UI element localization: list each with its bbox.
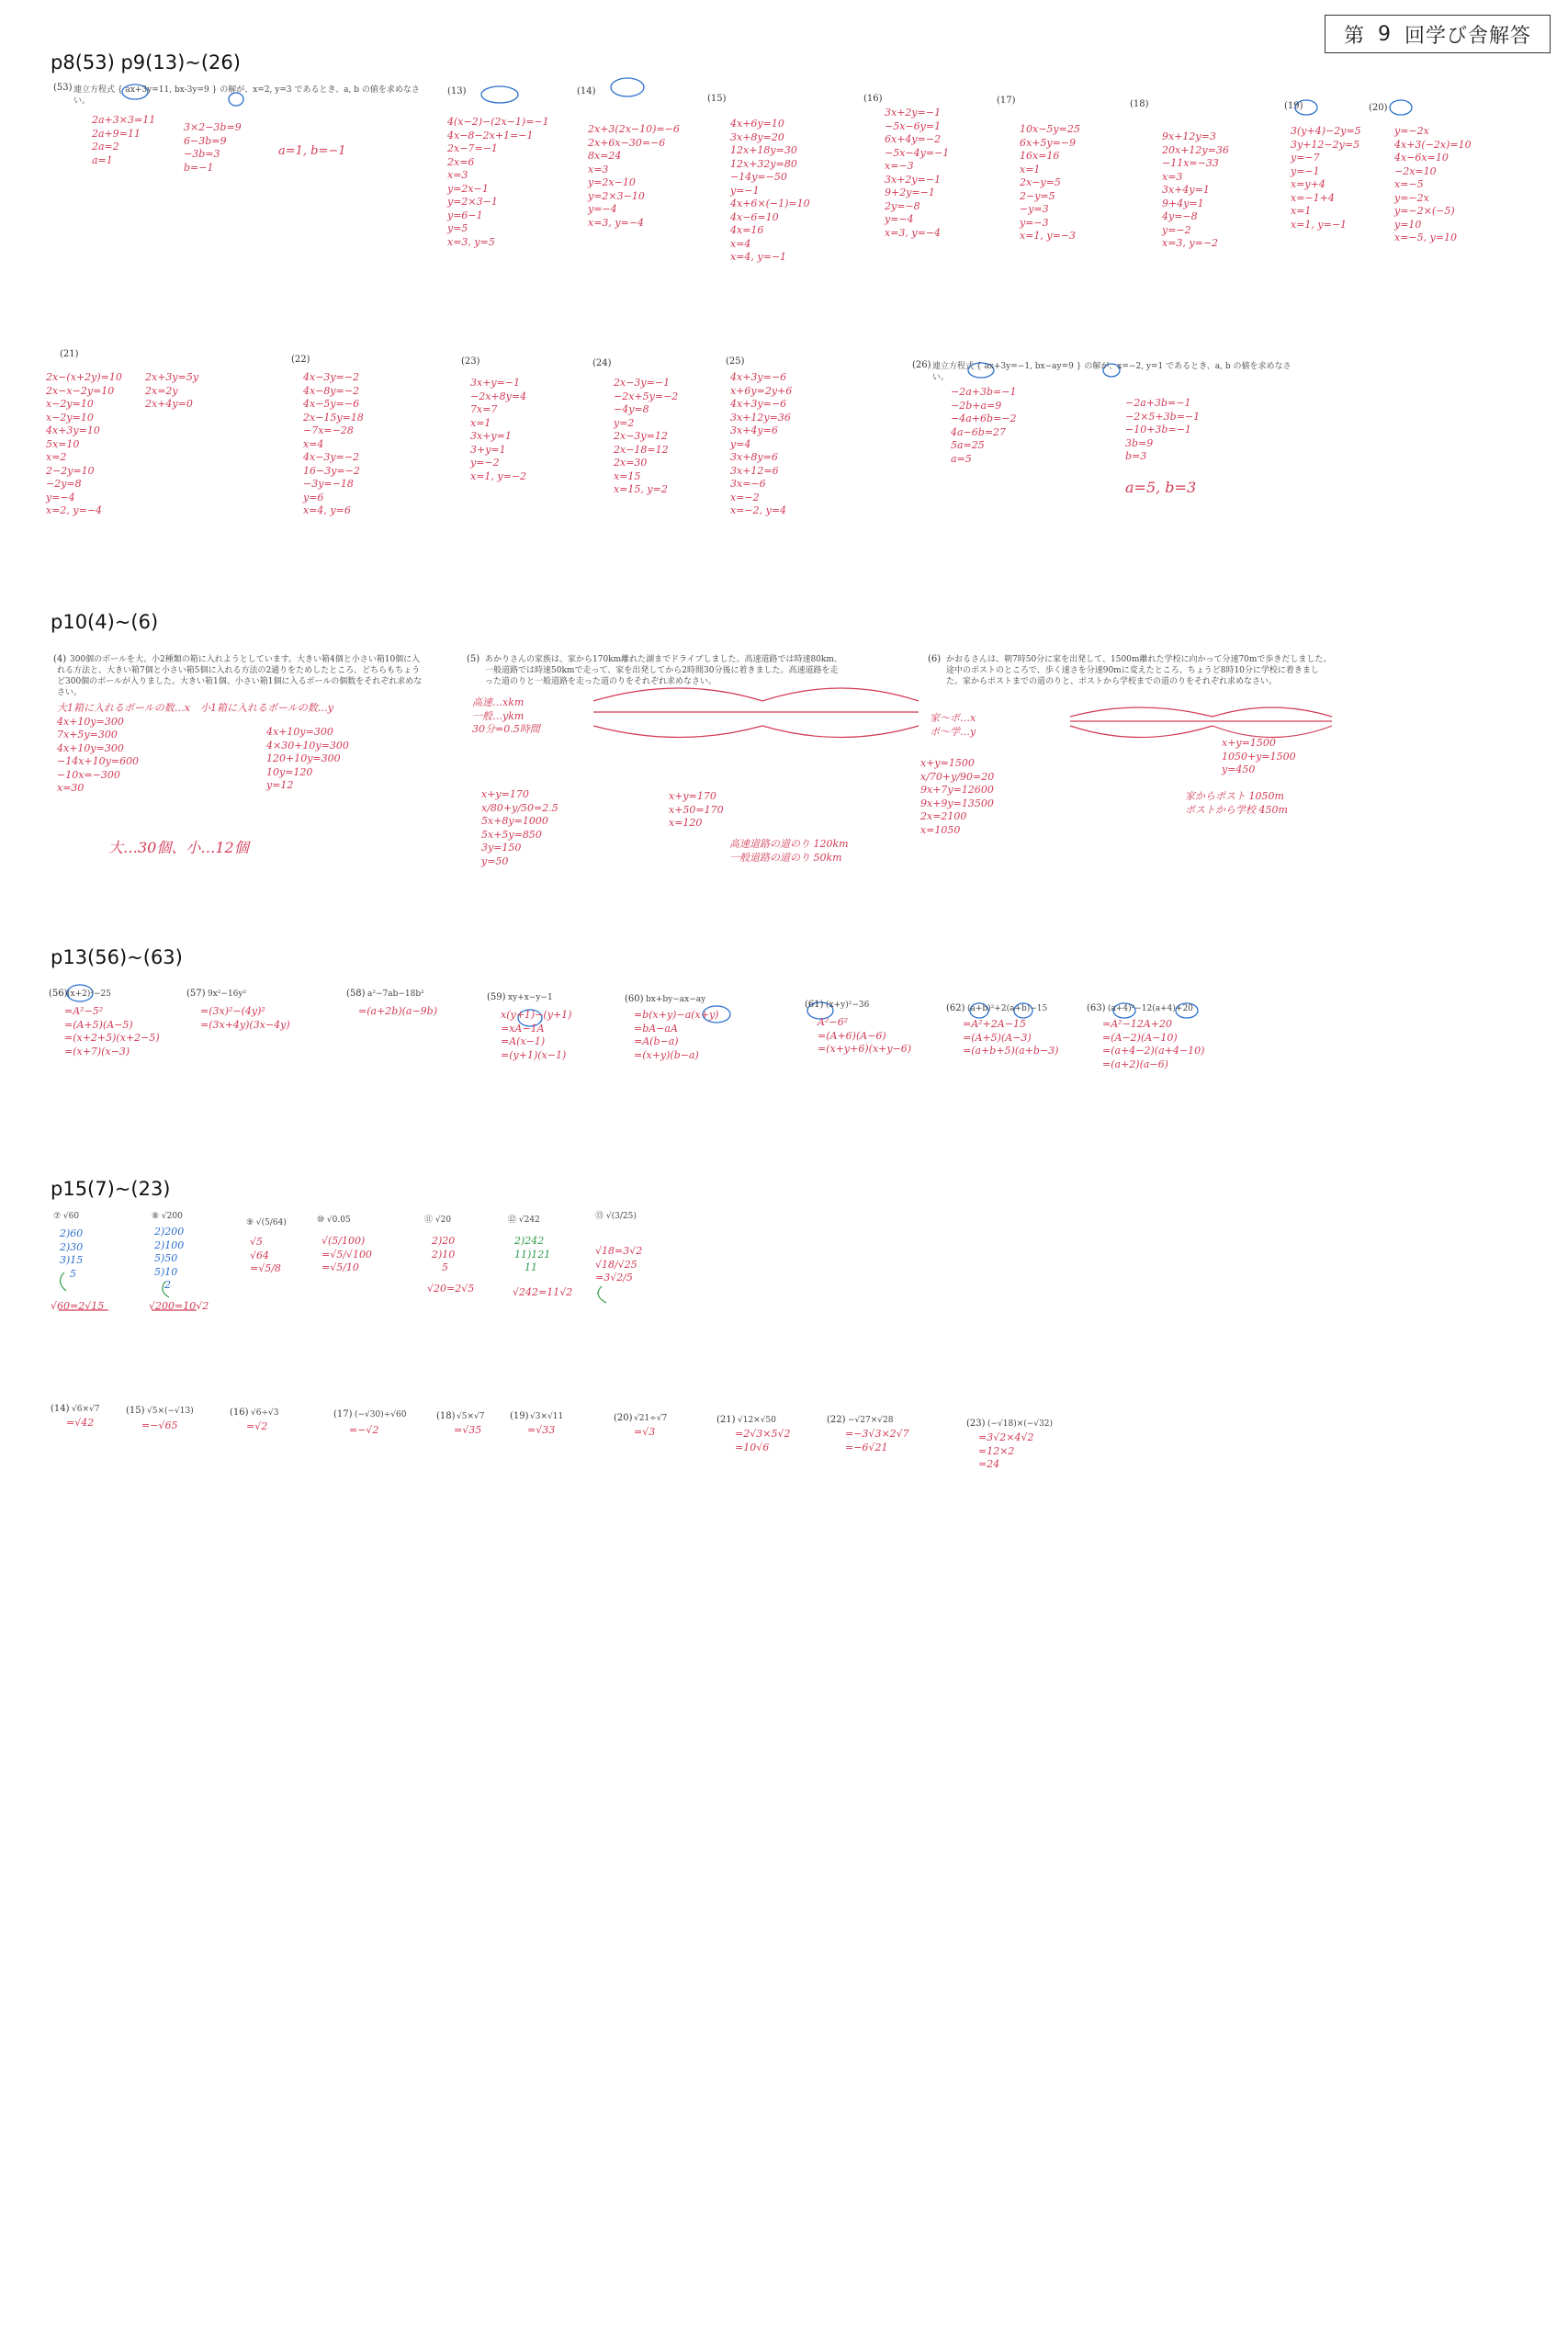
q15-number: (15)	[126, 1406, 145, 1416]
q14-work: 2x+3(2x−10)=−6 2x+6x−30=−6 8x=24 x=3 y=2x−10 y=2×3−10 y=−4 x=3, y=−4	[588, 123, 680, 229]
q15-work: 4x+6y=10 3x+8y=20 12x+18y=30 12x+32y=80 −14y=−50 y=−1 4x+6×(−1)=10 4x−6=10 4x=16 x=4 x=4, y=−1	[730, 118, 810, 264]
q6-work: 家〜ポ…x ポ〜学…y	[930, 712, 976, 738]
q14-answer: =√42	[66, 1417, 95, 1429]
q10-label: ⑩ √0.05	[317, 1216, 351, 1225]
title-suffix: 回学び舎解答	[1404, 24, 1532, 48]
q19-problem: √3×√11	[530, 1412, 564, 1421]
q53-work-a: 2a+3×3=11 2a+9=11 2a=2 a=1	[92, 114, 156, 166]
q22-answer: =−3√3×2√7 =−6√21	[845, 1428, 909, 1453]
q14-number: (14)	[577, 86, 596, 96]
q17-work: 10x−5y=25 6x+5y=−9 16x=16 x=1 2x−y=5 2−y=5 −y=3 y=−3 x=1, y=−3	[1020, 123, 1080, 243]
q17-number: (17)	[997, 96, 1016, 106]
q59-problem: xy+x−y−1	[508, 993, 553, 1002]
q26-problem: 連立方程式 { ax+3y=−1, bx−ay=9 } の解が、x=−2, y=1 であるとき、a, b の値を求めなさい。	[932, 362, 1292, 382]
q21-work-b: 2x+3y=5y 2x=2y 2x+4y=0	[145, 371, 199, 411]
section-heading-4: p15(7)~(23)	[51, 1178, 171, 1200]
q17-answer: =−√2	[349, 1424, 379, 1436]
q21-answer: =2√3×5√2 =10√6	[735, 1428, 791, 1453]
q6-work-b: x+y=1500 x/70+y/90=20 9x+7y=12600 9x+9y=13500 2x=2100 x=1050	[920, 757, 995, 836]
q5-work: 高速…xkm 一般…ykm 30分=0.5時間	[472, 696, 540, 736]
q63-problem: (a+4)²−12(a+4)+20	[1108, 1004, 1193, 1013]
q6-number: (6)	[928, 654, 942, 664]
q6-work-c: x+y=1500 1050+y=1500 y=450	[1222, 737, 1296, 776]
q9-label: ⑨ √(5/64)	[246, 1218, 287, 1227]
q10-work: √(5/100) =√5/√100 =√5/10	[321, 1235, 372, 1274]
q15-answer: =−√65	[141, 1419, 178, 1431]
q13-work: 4(x−2)−(2x−1)=−1 4x−8−2x+1=−1 2x−7=−1 2x=6 x=3 y=2x−1 y=2×3−1 y=6−1 y=5 x=3, y=5	[447, 116, 549, 248]
q20-work: y=−2x 4x+3(−2x)=10 4x−6x=10 −2x=10 x=−5 y=−2x y=−2×(−5) y=10 x=−5, y=10	[1394, 125, 1472, 244]
q19-number: (19)	[510, 1411, 529, 1421]
q60-work: =b(x+y)−a(x+y) =bA−aA =A(b−a) =(x+y)(b−a)	[634, 1009, 719, 1061]
q5-work-c: x+y=170 x+50=170 x=120	[669, 790, 724, 830]
q14-problem: √6×√7	[72, 1405, 100, 1414]
q58-number: (58)	[346, 989, 366, 999]
q26-answer: a=5, b=3	[1125, 479, 1197, 496]
q23-number: (23)	[966, 1419, 986, 1429]
q62-work: =A²+2A−15 =(A+5)(A−3) =(a+b+5)(a+b−3)	[963, 1018, 1059, 1057]
q53-number: (53)	[53, 83, 73, 93]
q56-number: (56)	[49, 989, 68, 999]
q4-problem: 300個のボールを大、小2種類の箱に入れようとしています。大きい箱4個と小さい箱10個に入れる方法と、大きい箱7個と小さい箱5個に入れる方法の2通りをためしたところ、どちらもちょうど300個のボールが入りました。大きい箱1個、小さい箱1個に入るボールの個数をそれぞれ求めなさい。	[57, 655, 423, 697]
q61-number: (61)	[805, 1000, 824, 1010]
q15-problem: √5×(−√13)	[147, 1407, 194, 1416]
q16-problem: √6÷√3	[251, 1408, 279, 1418]
q26-work-b: −2a+3b=−1 −2×5+3b=−1 −10+3b=−1 3b=9 b=3	[1125, 397, 1201, 463]
q4-number: (4)	[53, 654, 67, 664]
section-heading-3: p13(56)~(63)	[51, 946, 183, 968]
q24-number: (24)	[592, 358, 612, 368]
q62-number: (62)	[946, 1003, 965, 1013]
q26-work: −2a+3b=−1 −2b+a=9 −4a+6b=−2 4a−6b=27 5a=25 a=5	[951, 386, 1017, 465]
q12-label: ⑫ √242	[508, 1216, 540, 1225]
q60-number: (60)	[625, 994, 644, 1004]
q18-number: (18)	[436, 1411, 456, 1421]
q8-answer: √200=10√2	[149, 1300, 209, 1312]
q58-problem: a²−7ab−18b²	[367, 989, 424, 999]
q13-work: √18=3√2 √18/√25 =3√2/5	[595, 1245, 643, 1284]
q23-problem: (−√18)×(−√32)	[987, 1419, 1054, 1429]
q6-problem: かおるさんは、朝7時50分に家を出発して、1500m離れた学校に向かって分速70mで歩きだしました。途中のポストのところで、歩く速さを分速90mに変えたところ、ちょうど8時10分に学校に着きました。家からポストまでの道のりと、ポストから学校までの道のりをそれぞれ求めなさい。	[946, 655, 1332, 686]
q7-work: 2)60 2)30 3)15 5	[60, 1227, 84, 1280]
q19-work: 3(y+4)−2y=5 3y+12−2y=5 y=−7 y=−1 x=y+4 x=−1+4 x=1 x=1, y=−1	[1291, 125, 1361, 231]
q21-problem: √12×√50	[738, 1416, 776, 1425]
q5-number: (5)	[467, 654, 480, 664]
q22-work: 4x−3y=−2 4x−8y=−2 4x−5y=−6 2x−15y=18 −7x=−28 x=4 4x−3y=−2 16−3y=−2 −3y=−18 y=6 x=4, y=6	[303, 371, 364, 517]
q5-work-b: x+y=170 x/80+y/50=2.5 5x+8y=1000 5x+5y=850 3y=150 y=50	[481, 788, 558, 867]
q7-label: ⑦ √60	[53, 1212, 80, 1221]
q61-work: A²−6² =(A+6)(A−6) =(x+y+6)(x+y−6)	[818, 1016, 912, 1056]
q21-work: 2x−(x+2y)=10 2x−x−2y=10 x−2y=10 x−2y=10 4x+3y=10 5x=10 x=2 2−2y=10 −2y=8 y=−4 x=2, y=−4	[46, 371, 122, 517]
q18-answer: =√35	[454, 1424, 482, 1436]
q58-work: =(a+2b)(a−9b)	[358, 1005, 438, 1017]
q20-answer: =√3	[634, 1426, 656, 1438]
q53-work-b: 3×2−3b=9 6−3b=9 −3b=3 b=−1	[184, 121, 242, 174]
q63-work: =A²−12A+20 =(A−2)(A−10) =(a+4−2)(a+4−10) =(a+2)(a−6)	[1102, 1018, 1205, 1070]
q59-work: x(y+1)−(y+1) =xA−1A =A(x−1) =(y+1)(x−1)	[501, 1009, 572, 1061]
section-heading-1: p8(53) p9(13)~(26)	[51, 51, 241, 74]
q57-number: (57)	[186, 989, 206, 999]
q20-number: (20)	[1369, 103, 1388, 113]
q8-work: 2)200 2)100 5)50 5)10 2	[154, 1226, 185, 1292]
q18-problem: √5×√7	[457, 1412, 485, 1421]
section-heading-2: p10(4)~(6)	[51, 611, 159, 633]
q11-label: ⑪ √20	[424, 1216, 452, 1225]
q19-number: (19)	[1284, 101, 1303, 111]
q63-number: (63)	[1087, 1003, 1106, 1013]
q19-answer: =√33	[527, 1424, 556, 1436]
q25-work: 4x+3y=−6 x+6y=2y+6 4x+3y=−6 3x+12y=36 3x+4y=6 y=4 3x+8y=6 3x+12=6 3x=−6 x=−2 x=−2, y=4	[730, 371, 793, 517]
q6-answer: 家からポスト 1050m ポストから学校 450m	[1185, 790, 1288, 816]
q17-problem: (−√30)÷√60	[355, 1410, 407, 1419]
q21-number: (21)	[60, 349, 79, 359]
q11-answer: √20=2√5	[427, 1283, 475, 1295]
q5-problem: あかりさんの家族は、家から170km離れた湖までドライブしました。高速道路では時速80km、一般道路では時速50kmで走って、家を出発してから2時間30分後に着きました。高速道路を走った道のりと一般道路を走った道のりをそれぞれ求めなさい。	[485, 655, 842, 686]
q16-number: (16)	[230, 1408, 249, 1418]
title-number: 9	[1378, 22, 1392, 46]
q14-number: (14)	[51, 1404, 70, 1414]
q18-work: 9x+12y=3 20x+12y=36 −11x=−33 x=3 3x+4y=1 9+4y=1 4y=−8 y=−2 x=3, y=−2	[1162, 130, 1229, 250]
q5-answer: 高速道路の道のり 120km 一般道路の道のり 50km	[729, 838, 849, 864]
q4-work-b: 4x+10y=300 4×30+10y=300 120+10y=300 10y=120 y=12	[266, 726, 349, 792]
q25-number: (25)	[726, 356, 745, 367]
q22-number: (22)	[291, 355, 310, 365]
q56-work: =A²−5² =(A+5)(A−5) =(x+2+5)(x+2−5) =(x+7)(x−3)	[64, 1005, 160, 1057]
q57-problem: 9x²−16y²	[208, 989, 247, 999]
q24-work: 2x−3y=−1 −2x+5y=−2 −4y=8 y=2 2x−3y=12 2x−18=12 2x=30 x=15 x=15, y=2	[614, 377, 679, 496]
q16-work: 3x+2y=−1 −5x−6y=1 6x+4y=−2 −5x−4y=−1 x=−3 3x+2y=−1 9+2y=−1 2y=−8 y=−4 x=3, y=−4	[885, 107, 950, 239]
q20-number: (20)	[614, 1413, 633, 1423]
q11-work: 2)20 2)10 5	[432, 1235, 456, 1274]
q23-answer: =3√2×4√2 =12×2 =24	[978, 1431, 1034, 1471]
q23-number: (23)	[461, 356, 480, 367]
q61-problem: (x+y)²−36	[826, 1001, 870, 1010]
q53-problem: 連立方程式 { ax+3y=11, bx-3y=9 } の解が、x=2, y=3 であるとき、a, b の値を求めなさい。	[73, 85, 420, 106]
q23-work: 3x+y=−1 −2x+8y=4 7x=7 x=1 3x+y=1 3+y=1 y=−2 x=1, y=−2	[470, 377, 527, 482]
q16-answer: =√2	[246, 1420, 268, 1432]
q15-number: (15)	[707, 94, 727, 104]
q12-work: 2)242 11)121 11	[514, 1235, 551, 1274]
q53-answer: a=1, b=−1	[278, 144, 346, 158]
title-prefix: 第	[1343, 24, 1365, 48]
q13-label: ⑬ √(3/25)	[595, 1212, 637, 1221]
q7-answer: √60=2√15	[51, 1300, 105, 1312]
q56-problem: (x+2)²−25	[67, 989, 111, 999]
q59-number: (59)	[487, 992, 506, 1002]
q57-work: =(3x)²−(4y)² =(3x+4y)(3x−4y)	[200, 1005, 290, 1031]
q22-problem: −√27×√28	[848, 1416, 894, 1425]
q62-problem: (a+b)²+2(a+b)−15	[967, 1004, 1048, 1013]
q13-number: (13)	[447, 86, 467, 96]
q60-problem: bx+by−ax−ay	[646, 995, 706, 1004]
q4-work: 大1箱に入れるボールの数…x 小1箱に入れるボールの数…y 4x+10y=300 7x+5y=300 4x+10y=300 −14x+10y=600 −10x=−300 x=30	[57, 702, 333, 795]
q9-work: √5 √64 =√5/8	[250, 1236, 281, 1275]
q26-number: (26)	[912, 360, 931, 370]
q18-number: (18)	[1130, 99, 1149, 109]
q12-answer: √242=11√2	[513, 1286, 573, 1298]
q22-number: (22)	[827, 1415, 846, 1425]
q16-number: (16)	[863, 94, 883, 104]
q8-label: ⑧ √200	[152, 1212, 183, 1221]
q21-number: (21)	[716, 1415, 736, 1425]
q17-number: (17)	[333, 1409, 353, 1419]
q4-answer: 大…30個、小…12個	[108, 839, 249, 856]
q20-problem: √21÷√7	[634, 1414, 668, 1423]
